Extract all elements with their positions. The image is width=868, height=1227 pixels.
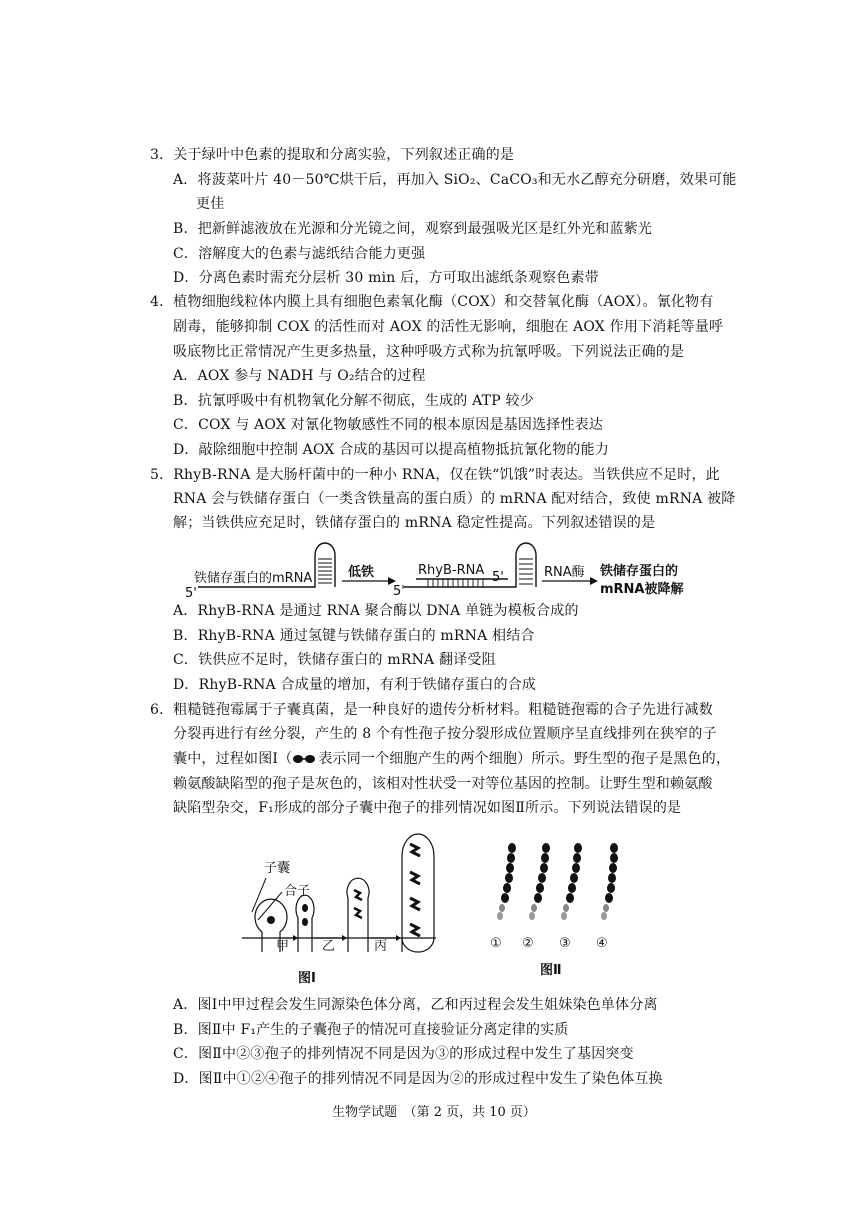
q4-option-b: B．抗氰呼吸中有机物氧化分解不彻底，生成的 ATP 较少 <box>173 393 534 409</box>
q3-stem: 3．关于绿叶中色素的提取和分离实验，下列叙述正确的是 <box>150 147 515 163</box>
result-line-2: mRNA被降解 <box>600 582 684 597</box>
ascus-stage-3 <box>347 878 369 952</box>
q3-option-a-cont: 更佳 <box>196 196 225 212</box>
q6-stem-4: 赖氨酸缺陷型的孢子是灰色的，该相对性状受一对等位基因的控制。让野生型和赖氨酸 <box>173 776 713 792</box>
q6-option-d: D．图Ⅱ中①②④孢子的排列情况不同是因为②的形成过程中发生了染色体互换 <box>173 1071 663 1087</box>
q4-stem-1: 4．植物细胞线粒体内膜上具有细胞色素氧化酶（COX）和交替氧化酶（AOX）。氰化物有 <box>150 294 714 310</box>
q3-option-c: C．溶解度大的色素与滤纸结合能力更强 <box>173 246 426 262</box>
q4-stem-3: 吸底物比正常情况产生更多热量，这种呼吸方式称为抗氰呼吸。下列说法正确的是 <box>173 344 685 360</box>
q5-option-d: D．RhyB-RNA 合成量的增加，有利于铁储存蛋白的合成 <box>173 677 537 693</box>
rhyb-label: RhyB-RNA <box>418 563 485 578</box>
q6-option-b: B．图Ⅱ中 F₁产生的子囊孢子的情况可直接验证分离定律的实质 <box>173 1022 569 1038</box>
five-prime-label: 5' <box>185 586 197 601</box>
q6-stem-5: 缺陷型杂交，F₁形成的部分子囊中孢子的排列情况如图Ⅱ所示。下列说法错误的是 <box>173 800 682 816</box>
rhyb-rna-diagram <box>180 535 700 601</box>
q5-stem-2: RNA 会与铁储存蛋白（一类含铁量高的蛋白质）的 mRNA 配对结合，致使 mRNA 被降 <box>173 491 736 507</box>
ascus-2 <box>529 843 550 920</box>
ascus-stage-2 <box>296 895 314 952</box>
q5-option-a: A．RhyB-RNA 是通过 RNA 聚合酶以 DNA 单链为模板合成的 <box>173 603 579 619</box>
figure-1-ascus-development <box>238 832 450 990</box>
q3-option-d: D．分离色素时需充分层析 30 min 后，方可取出滤纸条观察色素带 <box>173 270 599 286</box>
q6-stem-3-part-b: 表示同一个细胞产生的两个细胞）所示。野生型的孢子是黑色的， <box>318 751 731 767</box>
q6-option-c: C．图Ⅱ中②③孢子的排列情况不同是因为③的形成过程中发生了基因突变 <box>173 1046 634 1062</box>
q5-option-b: B．RhyB-RNA 通过氢键与铁储存蛋白的 mRNA 相结合 <box>173 628 535 644</box>
q4-option-d: D．敲除细胞中控制 AOX 合成的基因可以提高植物抵抗氰化物的能力 <box>173 442 610 458</box>
ascus-number-4: ④ <box>596 936 608 951</box>
q3-option-a: A．将菠菜叶片 40－50℃烘干后，再加入 SiO₂、CaCO₃和无水乙醇充分研磨，效果可能 <box>173 172 737 188</box>
page-footer: 生物学试题 （第 2 页，共 10 页） <box>332 1105 536 1120</box>
q5-stem-3: 解；当铁供应充足时，铁储存蛋白的 mRNA 稳定性提高。下列叙述错误的是 <box>173 515 656 531</box>
mrna-label: 铁储存蛋白的mRNA <box>194 571 313 586</box>
q6-stem-2: 分裂再进行有丝分裂，产生的 8 个有性孢子按分裂形成位置顺序呈直线排列在狭窄的子 <box>173 726 717 742</box>
q6-option-a: A．图Ⅰ中甲过程会发生同源染色体分离，乙和丙过程会发生姐妹染色单体分离 <box>173 997 658 1013</box>
figure-2-spore-arrangements <box>484 836 634 984</box>
figure-2-caption: 图Ⅱ <box>540 963 562 978</box>
stage-label-b: 乙 <box>322 939 336 954</box>
five-prime-b: 5' <box>393 584 405 599</box>
ascus-number-2: ② <box>522 936 534 951</box>
ascus-3 <box>561 843 582 920</box>
figure-1-caption: 图Ⅰ <box>298 971 316 986</box>
two-cell-symbol-icon <box>292 753 318 765</box>
q3-option-b: B．把新鲜滤液放在光源和分光镜之间，观察到最强吸光区是红外光和蓝紫光 <box>173 221 653 237</box>
q4-option-c: C．COX 与 AOX 对氰化物敏感性不同的根本原因是基因选择性表达 <box>173 417 604 433</box>
ascus-number-3: ③ <box>559 936 571 951</box>
ascus-number-1: ① <box>490 936 502 951</box>
q6-stem-3 <box>173 750 730 768</box>
ascus-1 <box>497 843 516 920</box>
q4-stem-2: 剧毒，能够抑制 COX 的活性而对 AOX 的活性无影响，细胞在 AOX 作用下消耗等量呼 <box>173 319 724 335</box>
q5-stem-1: 5．RhyB-RNA 是大肠杆菌中的一种小 RNA，仅在铁“饥饿”时表达。当铁供应不足时，此 <box>150 467 720 483</box>
ascus-4 <box>601 843 618 920</box>
q6-stem-1: 6．粗糙链孢霉属于子囊真菌，是一种良好的遗传分析材料。粗糙链孢霉的合子先进行减数 <box>150 702 713 718</box>
ascus-stage-4 <box>402 834 434 952</box>
label-zygote: 合子 <box>284 884 311 899</box>
stage-label-a: 甲 <box>276 939 290 954</box>
q4-option-a: A．AOX 参与 NADH 与 O₂结合的过程 <box>173 368 426 384</box>
label-ascus: 子囊 <box>264 861 291 876</box>
q5-option-c: C．铁供应不足时，铁储存蛋白的 mRNA 翻译受阻 <box>173 652 496 668</box>
five-prime-c: 5' <box>492 570 504 585</box>
low-iron-label: 低铁 <box>348 565 375 580</box>
result-line-1: 铁储存蛋白的 <box>600 564 679 579</box>
q6-stem-3-part-a: 囊中，过程如图Ⅰ（ <box>173 751 293 767</box>
stage-label-c: 丙 <box>374 939 388 954</box>
rnase-label: RNA酶 <box>544 565 585 580</box>
